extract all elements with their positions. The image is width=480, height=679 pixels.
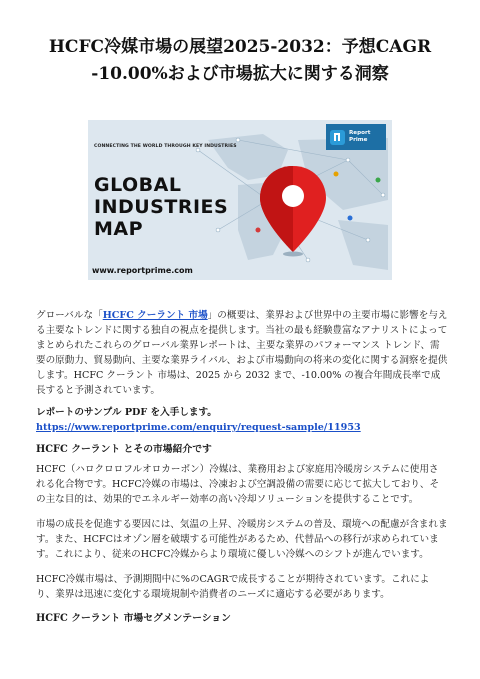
intro-paragraph xyxy=(36,308,448,398)
banner-headline xyxy=(94,174,228,240)
page-title: HCFC冷媒市場の展望2025-2032：予想CAGR -10.00%および市場拡大に関する洞察 xyxy=(48,37,432,84)
market-link[interactable]: HCFC クーラント 市場 xyxy=(102,310,208,321)
banner-url: www.reportprime.com xyxy=(92,266,193,275)
banner-image xyxy=(88,120,392,280)
brand-line: Prime xyxy=(349,137,368,143)
section-paragraph: HCFC（ハロクロロフルオロカーボン）冷媒は、業務用および家庭用冷暖房システムに使用される化合物です。HCFC冷媒の市場は、冷凍および空調設備の需要に応じて拡大しており、その主な目的は、効果的でエネルギー効率の高い冷却ソリューションを提供することです。 xyxy=(36,464,440,505)
sample-link[interactable]: https://www.reportprime.com/enquiry/request-sample/11953 xyxy=(36,422,361,433)
brand-logo-icon xyxy=(330,130,345,145)
headline-line: MAP xyxy=(94,218,144,240)
sample-request xyxy=(36,405,448,435)
headline-line: INDUSTRIES xyxy=(94,196,229,218)
intro-prefix: グローバルな「 xyxy=(36,310,103,321)
segmentation-heading: HCFC クーラント 市場セグメンテーション xyxy=(36,613,231,624)
sample-label: レポートのサンプル PDF を入手します。 xyxy=(36,407,217,418)
section-heading: HCFC クーラント とその市場紹介です xyxy=(36,444,212,455)
brand-line: Report xyxy=(349,130,371,136)
brand-name xyxy=(349,130,370,144)
intro-text: 」の概要は、業界および世界中の主要市場に影響を与える主要なトレンドに関する独自の視点を提供します。当社の最も経験豊富なアナリストによってまとめられたこれらのグローバル業界レポートは、主要な業界のパフォーマンス トレンド、需要の原動力、貿易動向、主要な業界ライバル、および市場動向の将来の変化に関する洞察を提供します。HCFC クーラント 市場は、2025 から 2032 まで、-10.00% の複合年間成長率で成長すると予測されています。 xyxy=(36,310,448,396)
section-paragraph: HCFC冷媒市場は、予測期間中に%のCAGRで成長することが期待されています。これにより、業界は迅速に変化する環境規制や消費者のニーズに適応する必要があります。 xyxy=(36,574,430,600)
section-paragraph: 市場の成長を促進する要因には、気温の上昇、冷暖房システムの普及、環境への配慮が含まれます。また、HCFCはオゾン層を破壊する可能性があるため、代替品への移行が求められています。これにより、従来のHCFC冷媒からより環境に優しい冷媒へのシフトが進んでいます。 xyxy=(36,519,448,560)
banner-tagline: CONNECTING THE WORLD THROUGH KEY INDUSTRIES xyxy=(94,144,237,149)
headline-line: GLOBAL xyxy=(94,174,182,196)
brand-badge xyxy=(326,124,386,150)
